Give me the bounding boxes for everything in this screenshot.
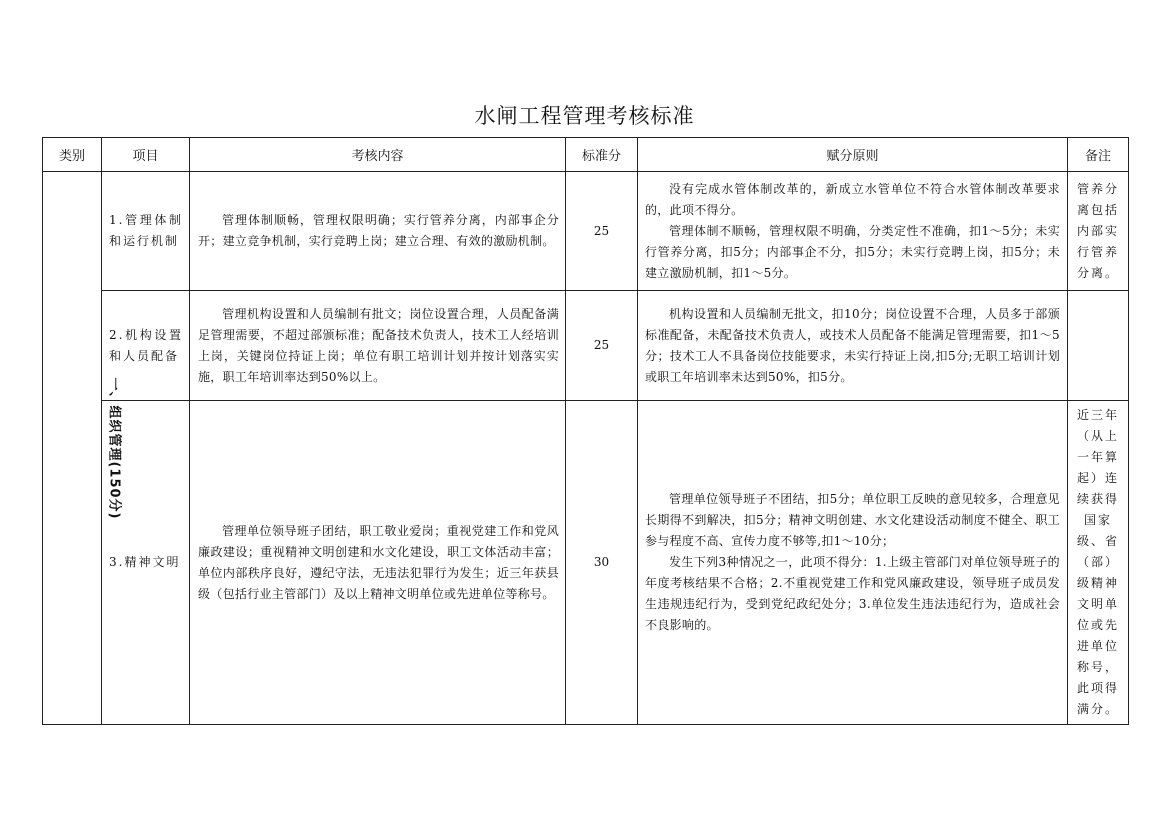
principle-cell [638, 291, 1068, 401]
header-content: 考核内容 [190, 138, 566, 172]
score-cell: 25 [566, 172, 638, 291]
principle-paragraph: 管理单位领导班子不团结，扣5分；单位职工反映的意见较多，合理意见长期得不到解决，扣5分；精神文明创建、水文化建设活动制度不健全、职工参与程度不高、宣传力度不够等,扣1～10分； [645, 492, 1060, 548]
header-category: 类别 [43, 138, 102, 172]
score-cell: 25 [566, 291, 638, 401]
principle-paragraph: 管理体制不顺畅，管理权限不明确，分类定性不准确，扣1～5分；未实行管养分离，扣5分；内部事企不分，扣5分；未实行竞聘上岗，扣5分；未建立激励机制，扣1～5分。 [645, 223, 1060, 280]
table-row [43, 172, 1129, 291]
remark-cell [1068, 291, 1129, 401]
category-label: 一、组织管理(150分) [106, 376, 122, 520]
header-row [43, 138, 1129, 172]
remark-cell: 管养分离包括内部实行管养分离。 [1068, 172, 1129, 291]
score-cell: 30 [566, 401, 638, 725]
header-item: 项目 [102, 138, 190, 172]
assessment-table [42, 137, 1129, 725]
principle-cell [638, 401, 1068, 725]
header-principle: 赋分原则 [638, 138, 1068, 172]
content-cell: 管理体制顺畅，管理权限明确；实行管养分离，内部事企分开；建立竞争机制，实行竞聘上岗；建立合理、有效的激励机制。 [190, 172, 566, 291]
page-title: 水闸工程管理考核标准 [474, 104, 695, 128]
item-cell: 2.机构设置和人员配备 [102, 291, 190, 401]
item-cell: 1.管理体制和运行机制 [102, 172, 190, 291]
content-cell: 管理单位领导班子团结，职工敬业爱岗；重视党建工作和党风廉政建设；重视精神文明创建和水文化建设，职工文体活动丰富；单位内部秩序良好，遵纪守法，无违法犯罪行为发生；近三年获县级（包括行业主管部门）及以上精神文明单位或先进单位等称号。 [190, 401, 566, 725]
content-cell: 管理机构设置和人员编制有批文；岗位设置合理，人员配备满足管理需要，不超过部颁标准；配备技术负责人，技术工人经培训上岗，关键岗位持证上岗；单位有职工培训计划并按计划落实实施，职工年培训率达到50%以上。 [190, 291, 566, 401]
principle-paragraph: 没有完成水管体制改革的，新成立水管单位不符合水管体制改革要求的，此项不得分。 [645, 181, 1060, 217]
principle-paragraph: 发生下列3种情况之一，此项不得分：1.上级主管部门对单位领导班子的年度考核结果不合格；2.不重视党建工作和党风廉政建设，领导班子成员发生违规违纪行为，受到党纪政纪处分；3.单位发生违法违纪行为，造成社会不良影响的。 [645, 555, 1060, 632]
remark-cell: 近三年（从上一年算起）连续获得国家级、省（部）级精神文明单位或先进单位称号，此项得满分。 [1068, 401, 1129, 725]
principle-paragraph: 机构设置和人员编制无批文，扣10分；岗位设置不合理，人员多于部颁标准配备，未配备技术负责人，或技术人员配备不能满足管理需要，扣1～5分；技术工人不具备岗位技能要求，未实行持证上岗,扣5分;无职工培训计划或职工年培训率未达到50%，扣5分。 [645, 306, 1060, 384]
table-row [43, 401, 1129, 725]
category-cell [43, 172, 122, 725]
item-cell: 3.精神文明 [102, 401, 190, 725]
header-remark: 备注 [1068, 138, 1129, 172]
header-score: 标准分 [566, 138, 638, 172]
principle-cell [638, 172, 1068, 291]
table-row [43, 291, 1129, 401]
